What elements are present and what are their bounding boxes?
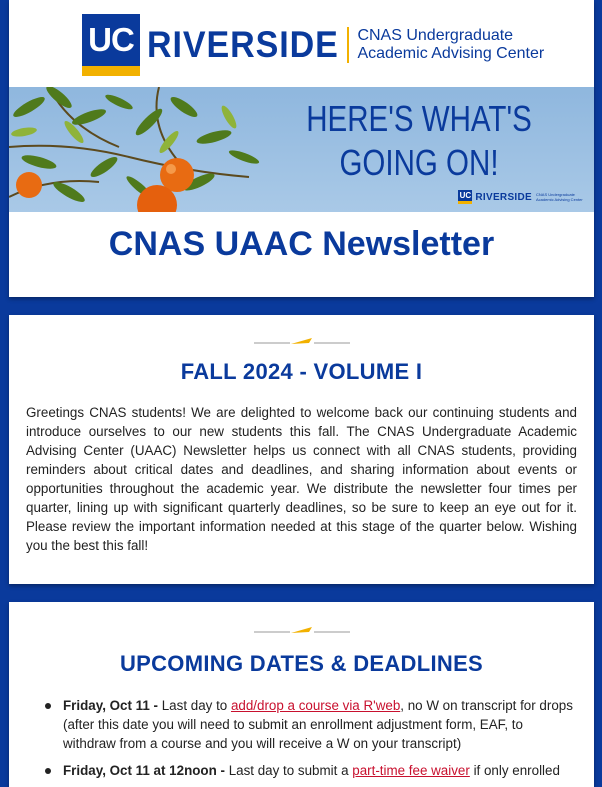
section-ornament [254, 335, 350, 347]
banner-image [9, 87, 594, 212]
intro-card [9, 315, 594, 584]
bullet-icon [45, 703, 51, 709]
deadline-date: Friday, Oct 11 - [63, 698, 159, 713]
banner-headline [296, 97, 542, 185]
bullet-icon [45, 768, 51, 774]
deadline-text-after: , no W on transcript for drops (after this date you will need to submit an enrollment adjustment form, EAF, to withdraw from a course and you will receive a W on your transcript) [63, 698, 573, 751]
deadlines-heading: UPCOMING DATES & DEADLINES [119, 651, 484, 676]
deadline-list [41, 696, 576, 787]
deadline-date: Friday, Oct 11 at 12noon - [63, 763, 225, 778]
unit-name [357, 27, 544, 63]
unit-name-line2: Academic Advising Center [357, 45, 545, 62]
newsletter-title: CNAS UAAC Newsletter [108, 225, 495, 263]
deadline-text-before: Last day to submit a [224, 763, 353, 778]
mini-uc-mark: UC [458, 190, 472, 204]
section-ornament [254, 624, 350, 636]
banner-headline-line2: GOING ON! [339, 142, 499, 183]
banner-headline-line1: HERE'S WHAT'S [306, 98, 532, 139]
deadline-item [41, 696, 576, 753]
header-card [9, 0, 594, 297]
logo-gold-bar [82, 66, 140, 76]
intro-heading: FALL 2024 - VOLUME I [180, 359, 423, 384]
banner-mini-logo [458, 190, 584, 204]
mini-riverside-wordmark: RIVERSIDE [475, 191, 532, 203]
uc-logo-mark [82, 14, 140, 76]
orange-tree-illustration [9, 87, 289, 212]
deadlines-card [9, 602, 594, 787]
logo-divider [347, 27, 349, 63]
intro-paragraph: Greetings CNAS students! We are delighted to welcome back our continuing students and introduce ourselves to our new students this fall. The CNAS Undergraduate Academic Advising Center (UAAC) Newsletter helps us connect with all CNAS students, providing reminders about critical dates and deadlines, and sharing information about events or opportunities throughout the academic year. We distribute the newsletter four times per quarter, lining up with significant quarterly deadlines, so be sure to keep an eye out for it. Please review the important information needed at this stage of the quarter below. Wishing you the best this fall! [26, 405, 577, 553]
unit-name-line1: CNAS Undergraduate [357, 27, 514, 44]
add-drop-course-link[interactable]: add/drop a course via R'web [230, 698, 401, 713]
deadline-item [41, 761, 576, 780]
riverside-wordmark: RIVERSIDE [147, 24, 339, 65]
ucr-logo[interactable] [82, 14, 544, 76]
deadline-text-after: if only enrolled [469, 763, 560, 778]
part-time-fee-waiver-link[interactable]: part-time fee waiver [352, 763, 470, 778]
mini-unit-name: CNAS Undergraduate Academic Advising Center [536, 192, 583, 202]
uc-logo-text: UC [88, 21, 134, 58]
deadline-text-before: Last day to [158, 698, 231, 713]
